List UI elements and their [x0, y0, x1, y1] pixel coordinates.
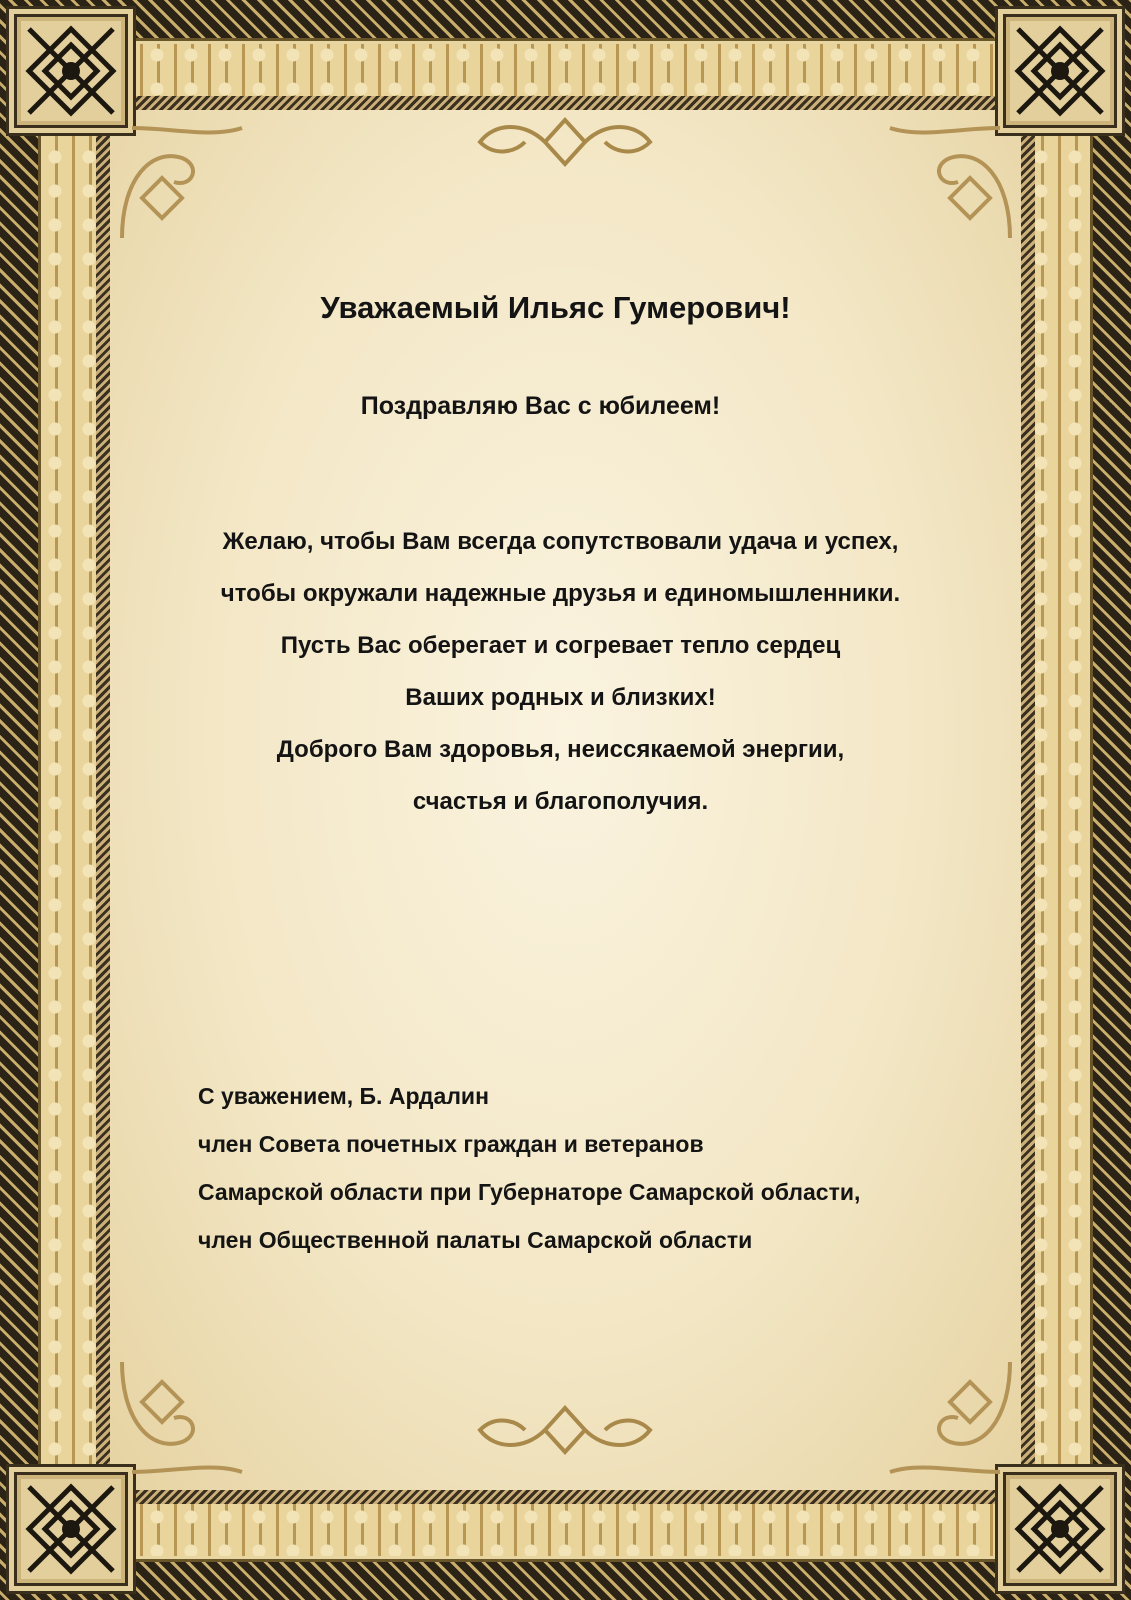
wishes-line: Пусть Вас оберегает и согревает тепло сердец	[280, 632, 841, 659]
wishes-line: Желаю, чтобы Вам всегда сопутствовали удача и успех,	[222, 528, 899, 555]
signature-line: Самарской области при Губернаторе Самарской области,	[198, 1179, 861, 1205]
greeting-text: Уважаемый Ильяс Гумерович!	[320, 290, 791, 325]
wishes-line: чтобы окружали надежные друзья и единомышленники.	[220, 580, 901, 607]
congratulation-line	[0, 392, 1131, 421]
wishes-line: Доброго Вам здоровья, неиссякаемой энергии,	[276, 736, 845, 763]
signature-block	[198, 1072, 1018, 1264]
corner-ornament-bottom-right	[995, 1464, 1125, 1594]
knot-icon	[1010, 21, 1110, 121]
corner-ornament-top-left	[6, 6, 136, 136]
signature-line: член Общественной палаты Самарской области	[198, 1227, 753, 1253]
flourish-inner-bottom-right-icon	[880, 1352, 1020, 1482]
wishes-paragraph	[0, 516, 1131, 828]
wishes-line: Ваших родных и близких!	[405, 684, 716, 711]
signature-line: С уважением, Б. Ардалин	[198, 1083, 489, 1109]
flourish-top-icon	[470, 112, 660, 182]
wishes-line: счастья и благополучия.	[412, 788, 709, 815]
knot-icon	[21, 1479, 121, 1579]
corner-ornament-bottom-left	[6, 1464, 136, 1594]
flourish-inner-bottom-left-icon	[112, 1352, 252, 1482]
knot-icon	[21, 21, 121, 121]
signature-line: член Совета почетных граждан и ветеранов	[198, 1131, 704, 1157]
knot-icon	[1010, 1479, 1110, 1579]
flourish-inner-top-right-icon	[880, 118, 1020, 248]
greeting-heading	[0, 290, 1131, 326]
corner-ornament-top-right	[995, 6, 1125, 136]
flourish-bottom-icon	[470, 1390, 660, 1460]
flourish-inner-top-left-icon	[112, 118, 252, 248]
congratulation-text: Поздравляю Вас с юбилеем!	[360, 392, 721, 420]
